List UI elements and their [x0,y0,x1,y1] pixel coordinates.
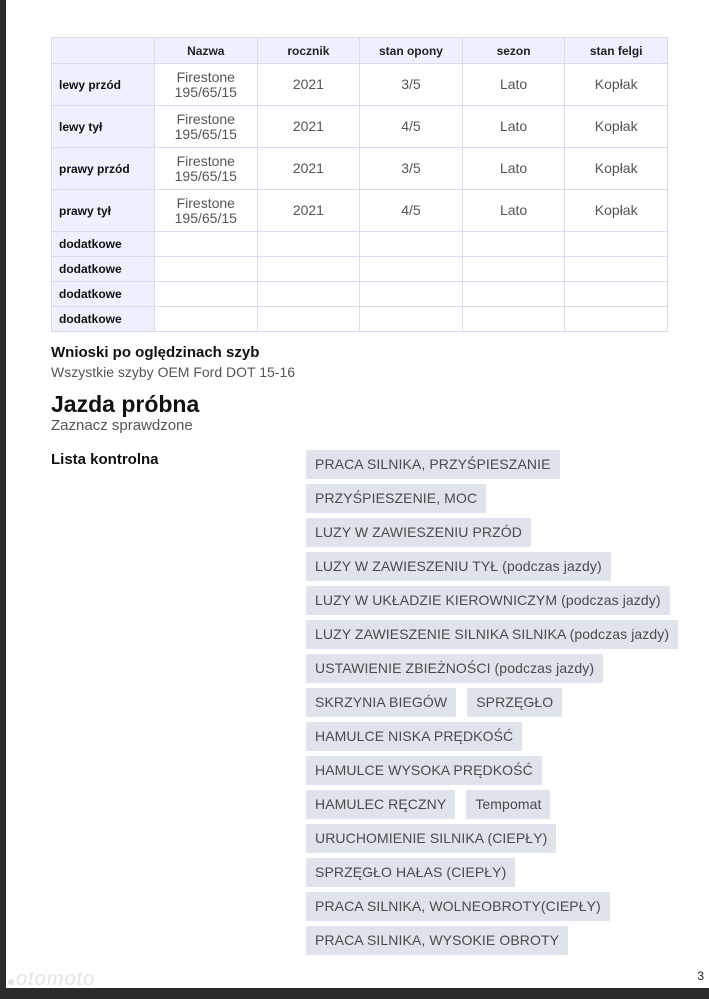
watermark-text: otomoto [16,968,96,990]
table-row [52,106,668,148]
checklist-chip[interactable]: LUZY W ZAWIESZENIU TYŁ (podczas jazdy) [306,552,611,581]
checklist-chip[interactable]: URUCHOMIENIE SILNIKA (CIEPŁY) [306,824,556,853]
empty-cell [565,257,668,282]
year-cell: 2021 [257,190,360,232]
empty-cell [462,232,565,257]
tyre-brand: Firestone [176,110,235,127]
checklist-chip[interactable]: PRACA SILNIKA, WOLNEOBROTY(CIEPŁY) [306,892,610,921]
checklist-chip[interactable]: HAMULCE NISKA PRĘDKOŚĆ [306,722,522,751]
tyre-name-cell [155,190,258,232]
year-cell: 2021 [257,106,360,148]
empty-cell [155,257,258,282]
condition-cell: 3/5 [360,148,463,190]
page-number: 3 [697,969,704,983]
season-cell: Lato [462,106,565,148]
checklist-chip[interactable]: HAMULEC RĘCZNY [306,790,455,819]
year-cell: 2021 [257,64,360,106]
tyre-table-header-cell: stan opony [360,38,463,64]
tyre-table-header-cell: stan felgi [565,38,668,64]
checklist-chip[interactable]: PRACA SILNIKA, WYSOKIE OBROTY [306,926,568,955]
table-row [52,257,668,282]
tyre-name-cell [155,106,258,148]
row-label: dodatkowe [52,232,155,257]
glass-conclusions-text: Wszystkie szyby OEM Ford DOT 15-16 [51,364,296,380]
tyre-brand: Firestone [176,194,235,211]
row-label: dodatkowe [52,257,155,282]
checklist-chip[interactable]: PRZYŚPIESZENIE, MOC [306,484,486,513]
empty-cell [257,307,360,332]
empty-cell [360,232,463,257]
checklist-chip[interactable]: PRACA SILNIKA, PRZYŚPIESZANIE [306,450,560,479]
document-page [6,0,709,988]
empty-cell [565,282,668,307]
empty-cell [565,232,668,257]
row-label: prawy tył [52,190,155,232]
watermark-logo [8,968,95,991]
empty-cell [360,282,463,307]
empty-cell [257,232,360,257]
table-row [52,282,668,307]
checklist-chip[interactable]: HAMULCE WYSOKA PRĘDKOŚĆ [306,756,542,785]
table-row [52,64,668,106]
row-label: dodatkowe [52,307,155,332]
table-row [52,232,668,257]
checklist-chip[interactable]: LUZY W ZAWIESZENIU PRZÓD [306,518,531,547]
test-drive-title: Jazda próbna [51,391,200,417]
row-label: prawy przód [52,148,155,190]
row-label: dodatkowe [52,282,155,307]
checklist-chip[interactable]: SKRZYNIA BIEGÓW [306,688,456,717]
tyre-table-header-cell: rocznik [257,38,360,64]
empty-cell [155,232,258,257]
empty-cell [462,257,565,282]
tyre-table-header-cell: sezon [462,38,565,64]
tyre-size: 195/65/15 [174,209,237,226]
checklist-chip[interactable]: LUZY W UKŁADZIE KIEROWNICZYM (podczas jazdy) [306,586,670,615]
empty-cell [257,282,360,307]
tyre-table-header-cell [52,38,155,64]
empty-cell [155,282,258,307]
rim-cell: Kopłak [565,64,668,106]
checklist-chip[interactable]: Tempomat [466,790,550,819]
empty-cell [360,257,463,282]
row-label: lewy przód [52,64,155,106]
empty-cell [565,307,668,332]
checklist-items [306,450,670,955]
watermark-dot-icon [8,979,14,985]
empty-cell [360,307,463,332]
table-row [52,148,668,190]
rim-cell: Kopłak [565,106,668,148]
checklist-label: Lista kontrolna [51,451,159,468]
empty-cell [462,282,565,307]
table-row [52,190,668,232]
season-cell: Lato [462,190,565,232]
row-label: lewy tył [52,106,155,148]
rim-cell: Kopłak [565,190,668,232]
tyre-name-cell [155,148,258,190]
season-cell: Lato [462,64,565,106]
tyre-size: 195/65/15 [174,125,237,142]
tyre-table-header-row [52,38,668,64]
checklist-chip[interactable]: SPRZĘGŁO [467,688,562,717]
glass-conclusions-title: Wnioski po oględzinach szyb [51,344,260,361]
tyre-table [51,37,668,332]
condition-cell: 4/5 [360,106,463,148]
empty-cell [155,307,258,332]
checklist-chip[interactable]: SPRZĘGŁO HAŁAS (CIEPŁY) [306,858,515,887]
checklist-chip[interactable]: USTAWIENIE ZBIEŻNOŚCI (podczas jazdy) [306,654,603,683]
test-drive-subtitle: Zaznacz sprawdzone [51,417,193,434]
condition-cell: 3/5 [360,64,463,106]
empty-cell [462,307,565,332]
tyre-size: 195/65/15 [174,83,237,100]
tyre-brand: Firestone [176,68,235,85]
tyre-table-header-cell: Nazwa [155,38,258,64]
season-cell: Lato [462,148,565,190]
year-cell: 2021 [257,148,360,190]
tyre-brand: Firestone [176,152,235,169]
table-row [52,307,668,332]
tyre-size: 195/65/15 [174,167,237,184]
rim-cell: Kopłak [565,148,668,190]
condition-cell: 4/5 [360,190,463,232]
empty-cell [257,257,360,282]
tyre-name-cell [155,64,258,106]
checklist-chip[interactable]: LUZY ZAWIESZENIE SILNIKA SILNIKA (podczas jazdy) [306,620,678,649]
